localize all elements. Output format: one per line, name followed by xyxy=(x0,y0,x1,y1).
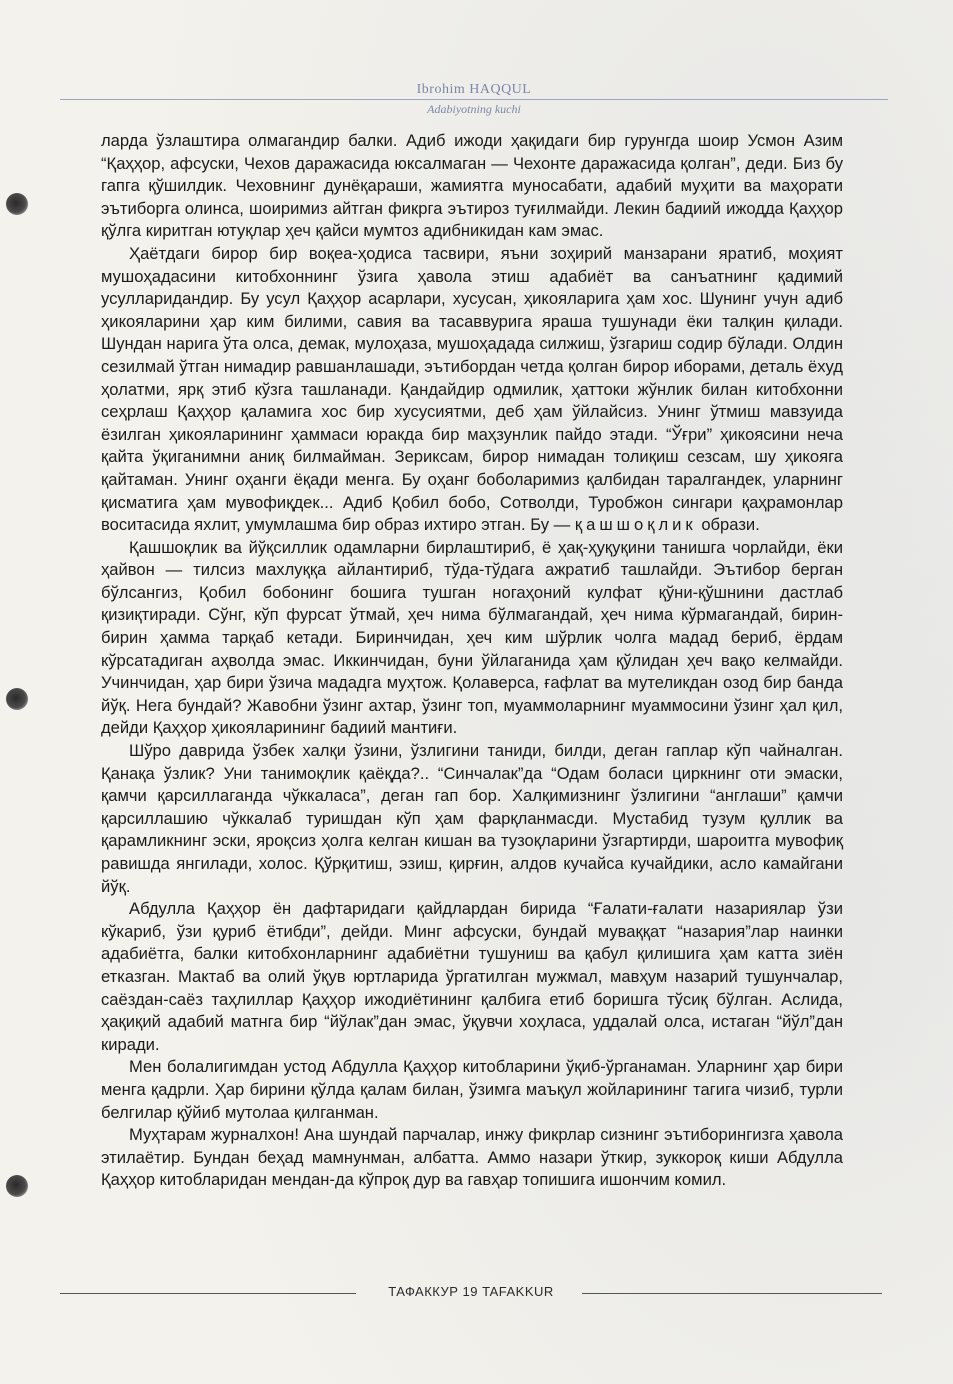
binder-hole xyxy=(6,1175,28,1197)
paragraph: Мен болалигимдан устод Абдулла Қаҳҳор китобларини ўқиб-ўрганаман. Уларнинг ҳар бири менга қадрли. Ҳар бирини қўлда қалам билан, ўзимга маъқул жойларининг тагига чизиб, турли белгилар қўйиб мутолаа қилганман. xyxy=(101,1057,843,1122)
paragraph: Абдулла Қаҳҳор ён дафтаридаги қайдлардан бирида “Ғалати-ғалати назариялар ўзи кўкариб, ўзи қуриб ётибди”, дейди. Минг афсуски, бундай муваққат “назария”лар наинки адабиётга, балки китобхонларнинг адабиётни тушуниш ва қабул қилишига ҳам катта зиён етказган. Мактаб ва олий ўқув юртларида ўргатилган мужмал, мавҳум назарий тушунчалар, саёздан-саёз таҳлиллар Қаҳҳор ижодиётининг қалбига етиб боришга тўсиқ бўлган. Аслида, ҳақиқий адабий матнга бир “йўлак”дан эмас, ўқувчи хоҳласа, уддалай олса, истаган “йўл”дан киради. xyxy=(101,899,843,1054)
paragraph xyxy=(101,243,843,537)
footer-label: ТАФАККУР 19 TAFAKKUR xyxy=(388,1284,554,1299)
spaced-term: қашшоқлик xyxy=(574,515,697,535)
paragraph: Қашшоқлик ва йўқсиллик одамларни бирлаштириб, ё ҳақ-ҳуқуқини танишга чорлайди, ёки ҳайвон — тилсиз махлуққа айлантириб, тўда-тўдага ажратиб ташлайди. Эътибор берган бўлсангиз, Қобил бобонинг бошига тушган ногаҳоний кулфат қўни-қўшнини дастлаб қизиқтиради. Сўнг, кўп фурсат ўтмай, ҳеч нима бўлмагандай, ҳеч нима кўрмагандай, бирин-бирин ҳамма тарқаб кетади. Биринчидан, ҳеч ким шўрлик чолга мадад бериб, ёрдам кўрсатадиган аҳволда эмас. Иккинчидан, буни ўйлаганида ҳам қўлидан ҳеч вақо келмайди. Учинчидан, ҳар бири ўзича мададга муҳтож. Қолаверса, ғафлат ва мутеликдан озод бир банда йўқ. Нега бундай? Жавобни ўзинг ахтар, ўзинг топ, муаммоларнинг муаммосини ўзинг ҳал қил, дейди Қаҳҳор ҳикояларининг бадиий мантиғи. xyxy=(101,537,843,738)
header-author: Ibrohim HAQQUL xyxy=(416,82,532,97)
article-body xyxy=(101,130,843,1192)
paragraph-text: Ҳаётдаги бирор бир воқеа-ҳодиса тасвири, яъни зоҳирий манзарани яратиб, моҳият мушоҳадасини китобхоннинг ўзига ҳавола этиш адабиёт ва санъатнинг қадимий усулларидандир. Бу усул Қаҳҳор асарлари, хусусан, ҳикояларига ҳам хос. Шунинг учун адиб ҳикояларини ҳар ким билими, савия ва тасаввурига яраша тушунади ёки талқин қилади. Шундан нарига ўта олса, демак, мулоҳаза, мушоҳадада силжиш, ўзгариш содир бўлади. Олдин сезилмай ўтган нимадир равшанлашади, эътибордан четда қолган бирор иборами, деталь ёхуд ҳолатми, ярқ этиб кўзга ташланади. Қандайдир одмилик, ҳаттоки жўнлик билан китобхонни сеҳрлаш Қаҳҳор қаламига хос бир хусусиятми, деб ҳам ўйлайсиз. Унинг ўтмиш мавзуида ёзилган ҳикояларининг ҳаммаси юракда бир маҳзунлик пайдо этади. “Ўғри” ҳикоясини неча қайта ўқиганимни аниқ билмайман. Зериксам, бирор нимадан толиқиш сезсам, шу ҳикояга қайтаман. Унинг оҳанги ёқади менга. Бу оҳанг боболаримиз қалбидан таралгандек, уларнинг қисматига ҳам мувофиқдек... Адиб Қобил бобо, Сотволди, Туробжон сингари қаҳрамонлар воситасида яхлит, умумлашма бир образ ихтиро этган. Бу — xyxy=(101,243,843,535)
paragraph: ларда ўзлаштира олмагандир балки. Адиб ижоди ҳақидаги бир гурунгда шоир Усмон Азим “Қаҳҳор, афсуски, Чехов даражасида юксалмаган — Чехонте даражасида қолган”, деди. Биз бу гапга қўшилдик. Чеховнинг дунёқараши, жамиятга муносабати, адабий муҳити ва маҳорати эътиборга олинса, шоиримиз айтган фикрга эътироз туғилмайди. Лекин бадиий ижодда Қаҳҳор қўлга киритган ютуқлар ҳеч қайси мумтоз адибникидан кам эмас. xyxy=(101,131,843,241)
binder-hole xyxy=(6,193,28,215)
term-tail: образи. xyxy=(696,515,760,535)
paragraph: Муҳтарам журналхон! Ана шундай парчалар, инжу фикрлар сизнинг эътиборингизга ҳавола этилаётир. Бундан беҳад мамнунман, албатта. Аммо назари ўткир, зуккороқ киши Абдулла Қаҳҳор китобларидан мендан-да кўпроқ дур ва гавҳар топишига ишончим комил. xyxy=(101,1125,843,1190)
footer-rule-right xyxy=(582,1293,882,1294)
running-header xyxy=(60,80,888,120)
paragraph: Шўро даврида ўзбек халқи ўзини, ўзлигини таниди, билди, деган гаплар кўп чайналган. Қанақа ўзлик? Уни танимоқлик қаёқда?.. “Синчалак”да “Одам боласи циркнинг оти эмаски, қамчи қарсиллаганда чўккаласа”, деган гап бор. Халқимизнинг ўзлигини “англаши” қамчи қарсиллашию чўккалаб туришдан кўп ҳам фарқланмасди. Мустабид тузум қуллик ва қарамликнинг эски, яроқсиз ҳолга келган кишан ва тузоқларини ўзгартирди, шароитга мувофиқ равишда янгилади, холос. Қўрқитиш, эзиш, қирғин, алдов кучайса кучайдики, асло камайгани йўқ. xyxy=(101,741,843,896)
page-footer xyxy=(60,1284,882,1304)
header-subtitle: Adabiyotning kuchi xyxy=(427,102,521,116)
header-rule xyxy=(60,99,888,100)
binder-hole xyxy=(6,688,28,710)
